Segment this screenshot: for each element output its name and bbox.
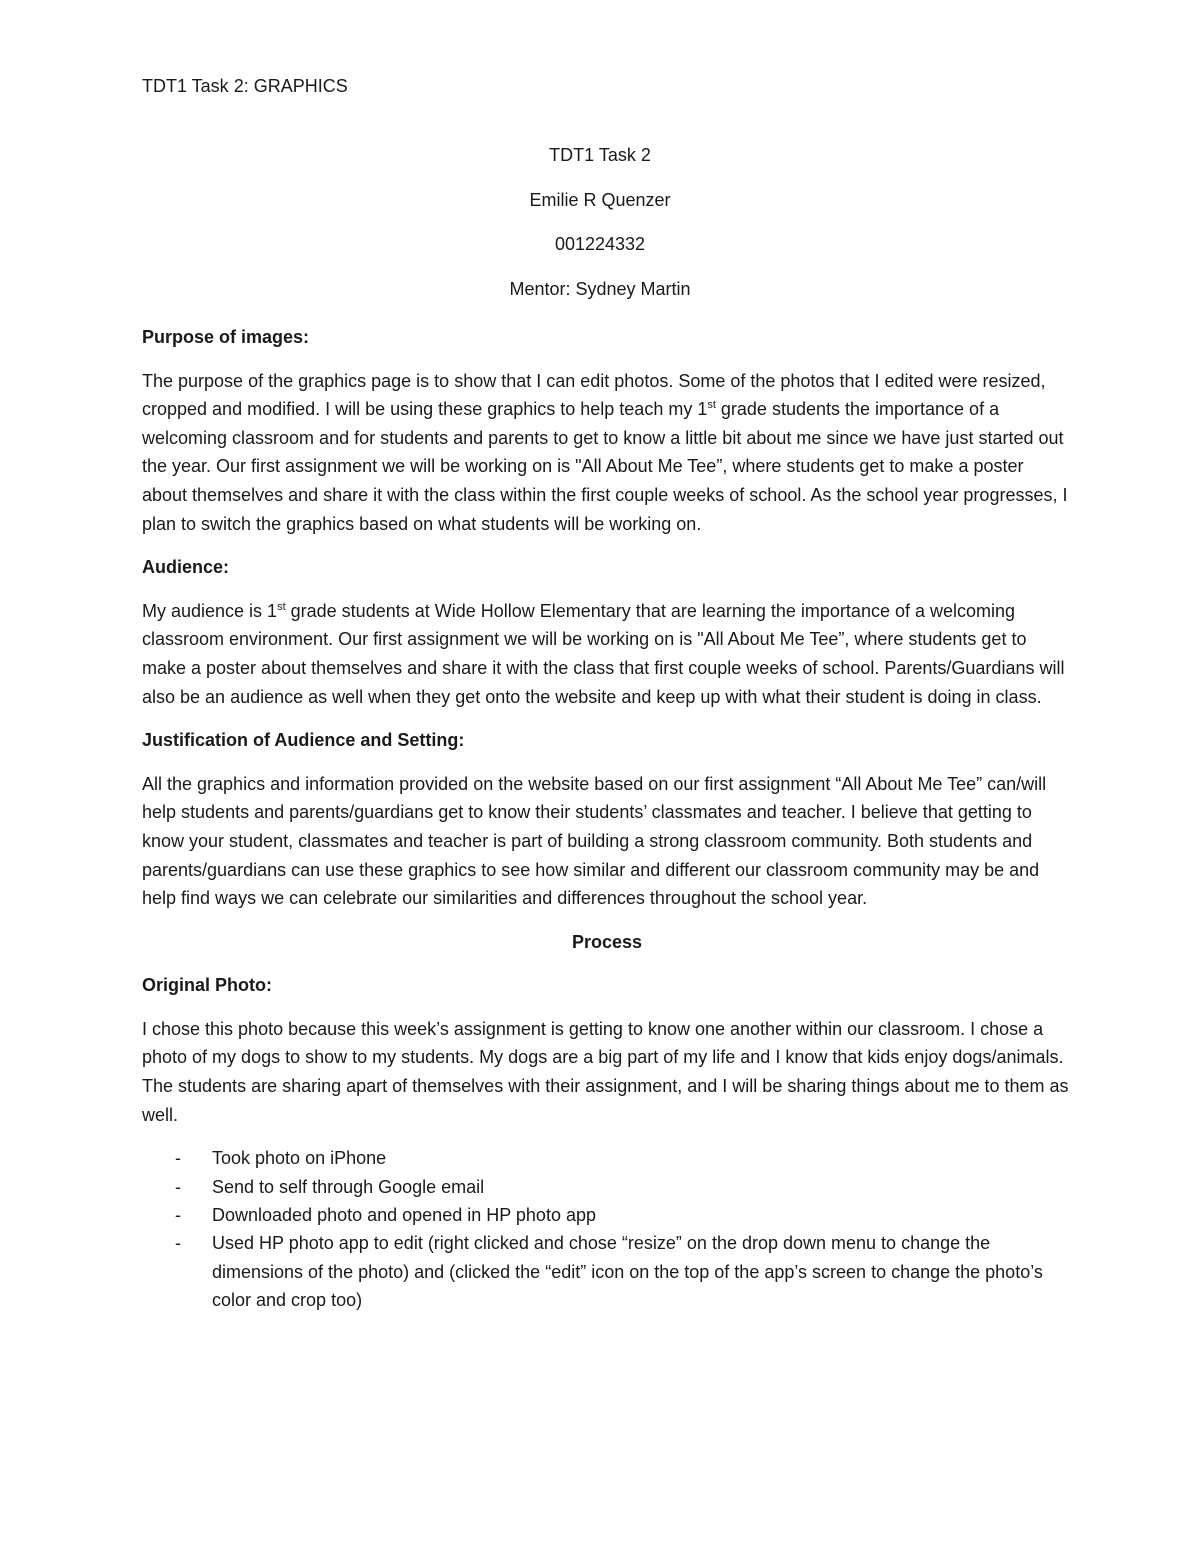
- title-block: [0, 144, 1200, 322]
- list-item: [142, 1173, 1072, 1201]
- list-item: [142, 1201, 1072, 1229]
- step-text: Used HP photo app to edit (right clicked and chose “resize” on the drop down menu to change the dimensions of the photo) and (clicked the “edit” icon on the top of the app’s screen to change the photo’s color and crop too): [212, 1233, 1043, 1311]
- student-id: 001224332: [554, 234, 646, 254]
- purpose-paragraph: [142, 367, 1072, 539]
- author-name: Emilie R Quenzer: [529, 189, 671, 210]
- mentor-line: Mentor: Sydney Martin: [509, 278, 691, 299]
- audience-text-b: grade students at Wide Hollow Elementary that are learning the importance of a welcoming classroom environment. Our first assignment we will be working on is "All About Me Tee”, where students get to make a poster about themselves and share it with the class that first couple weeks of school. Parents/Guardians will also be an audience as well when they get onto the website and keep up with what their student is doing in class.: [142, 600, 1065, 707]
- list-item: [142, 1229, 1072, 1314]
- process-steps-list: [142, 1144, 1072, 1314]
- running-header: TDT1 Task 2: GRAPHICS: [142, 76, 348, 96]
- process-heading: Process: [571, 931, 643, 952]
- step-text: Downloaded photo and opened in HP photo app: [212, 1205, 596, 1226]
- audience-superscript: st: [277, 600, 286, 613]
- original-photo-paragraph: I chose this photo because this week’s assignment is getting to know one another within our classroom. I chose a photo of my dogs to show to my students. My dogs are a big part of my life and I know that kids enjoy dogs/animals. The students are sharing apart of themselves with their assignment, and I will be sharing things about me to them as well.: [142, 1018, 1069, 1125]
- purpose-text-a: The purpose of the graphics page is to show that I can edit photos. Some of the photos that I edited were resized, cropped and modified. I will be using these graphics to help teach my 1: [142, 370, 1046, 420]
- original-photo-heading: Original Photo:: [142, 975, 272, 996]
- justification-heading: Justification of Audience and Setting:: [142, 730, 465, 751]
- assignment-title: TDT1 Task 2: [549, 145, 651, 165]
- step-text: Took photo on iPhone: [212, 1148, 387, 1169]
- step-text: Send to self through Google email: [212, 1176, 485, 1197]
- dash-bullet: -: [175, 1176, 181, 1197]
- purpose-heading: Purpose of images:: [142, 327, 310, 347]
- dash-bullet: -: [175, 1233, 181, 1254]
- justification-paragraph: All the graphics and information provided on the website based on our first assignment “All About Me Tee” can/will help students and parents/guardians get to know their students’ classmates and teacher. I believe that getting to know your student, classmates and teacher is part of building a strong classroom community. Both students and parents/guardians can use these graphics to see how similar and different our classroom community may be and help find ways we can celebrate our similarities and differences throughout the school year.: [142, 773, 1047, 909]
- dash-bullet: -: [175, 1148, 181, 1169]
- purpose-superscript: st: [707, 399, 716, 412]
- list-item: [142, 1144, 1072, 1172]
- audience-heading: Audience:: [142, 557, 230, 578]
- audience-paragraph: [142, 597, 1072, 711]
- document-body: [142, 323, 1072, 1315]
- dash-bullet: -: [175, 1205, 181, 1226]
- audience-text-a: My audience is 1: [142, 600, 278, 621]
- purpose-text-b: grade students the importance of a welcoming classroom and for students and parents to get to know a little bit about me since we have just started out the year. Our first assignment we will be working on is "All About Me Tee”, where students get to make a poster about themselves and share it with the class within the first couple weeks of school. As the school year progresses, I plan to switch the graphics based on what students will be working on.: [142, 399, 1068, 534]
